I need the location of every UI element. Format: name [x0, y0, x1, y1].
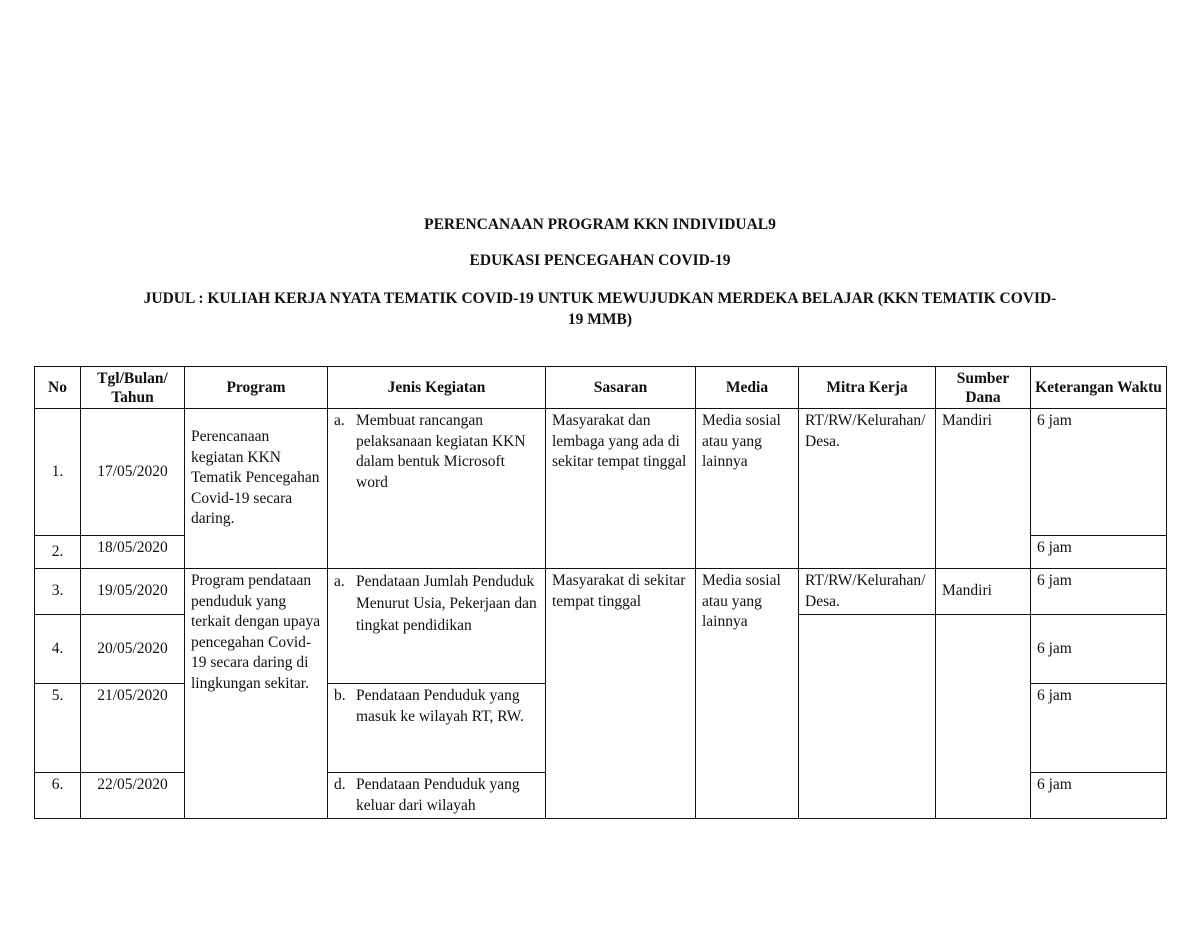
jenis-kegiatan-cell [328, 773, 546, 819]
document-judul: JUDUL : KULIAH KERJA NYATA TEMATIK COVID-19 UNTUK MEWUJUDKAN MERDEKA BELAJAR (KKN TEMATIK COVID-19 MMB) [143, 290, 1057, 328]
keterangan-cell: 6 jam [1031, 773, 1167, 819]
program-cell [185, 409, 328, 569]
row-date: 21/05/2020 [81, 684, 185, 773]
list-item-text: Membuat rancangan pelaksanaan kegiatan KKN dalam bentuk Microsoft word [356, 412, 526, 491]
program-text: Perencanaan kegiatan KKN Tematik Pencegahan Covid-19 secara daring. [191, 428, 320, 527]
row-no: 2. [35, 536, 81, 569]
jenis-kegiatan-cell [328, 409, 546, 569]
table-header-row [35, 367, 1167, 409]
sasaran-cell: Masyarakat di sekitar tempat tinggal [546, 569, 696, 819]
list-marker: a. [334, 573, 345, 590]
row-date: 22/05/2020 [81, 773, 185, 819]
list-item [334, 571, 539, 637]
keterangan-cell: 6 jam [1031, 684, 1167, 773]
sasaran-cell: Masyarakat dan lembaga yang ada di sekitar tempat tinggal [546, 409, 696, 569]
mitra-kerja-cell: RT/RW/Kelurahan/Desa. [799, 409, 936, 569]
keterangan-cell: 6 jam [1031, 409, 1167, 536]
header-date: Tgl/Bulan/ Tahun [81, 367, 185, 409]
table-row [35, 409, 1167, 536]
row-no: 4. [35, 615, 81, 684]
list-item-text: Pendataan Jumlah Penduduk Menurut Usia, Pekerjaan dan tingkat pendidikan [356, 573, 537, 634]
list-marker: d. [334, 776, 346, 793]
header-jenis-kegiatan: Jenis Kegiatan [328, 367, 546, 409]
keterangan-cell: 6 jam [1031, 536, 1167, 569]
list-marker: a. [334, 412, 345, 429]
media-cell: Media sosial atau yang lainnya [696, 409, 799, 569]
header-no: No [35, 367, 81, 409]
row-no: 3. [35, 569, 81, 615]
program-plan-table [34, 366, 1167, 819]
row-date: 19/05/2020 [81, 569, 185, 615]
row-date: 18/05/2020 [81, 536, 185, 569]
sumber-dana-empty-cell [936, 615, 1031, 819]
row-no: 6. [35, 773, 81, 819]
document-title: PERENCANAAN PROGRAM KKN INDIVIDUAL9 [424, 216, 776, 233]
header-sumber-dana: Sumber Dana [936, 367, 1031, 409]
list-item-text: Pendataan Penduduk yang keluar dari wilayah [356, 776, 520, 814]
program-cell [185, 569, 328, 819]
program-text: Program pendataan penduduk yang terkait dengan upaya pencegahan Covid-19 secara daring di lingkungan sekitar. [191, 572, 321, 692]
sumber-dana-cell: Mandiri [936, 409, 1031, 569]
sumber-dana-cell: Mandiri [936, 569, 1031, 615]
list-item [334, 686, 539, 727]
header-sasaran: Sasaran [546, 367, 696, 409]
list-item-text: Pendataan Penduduk yang masuk ke wilayah RT, RW. [356, 687, 524, 725]
media-cell: Media sosial atau yang lainnya [696, 569, 799, 819]
header-mitra-kerja: Mitra Kerja [799, 367, 936, 409]
list-item [334, 411, 539, 493]
row-no: 1. [35, 409, 81, 536]
jenis-kegiatan-cell [328, 569, 546, 684]
list-marker: b. [334, 687, 346, 704]
document-subtitle: EDUKASI PENCEGAHAN COVID-19 [469, 252, 731, 269]
row-date: 20/05/2020 [81, 615, 185, 684]
keterangan-cell: 6 jam [1031, 615, 1167, 684]
row-no: 5. [35, 684, 81, 773]
mitra-kerja-empty-cell [799, 615, 936, 819]
header-media: Media [696, 367, 799, 409]
keterangan-cell: 6 jam [1031, 569, 1167, 615]
header-program: Program [185, 367, 328, 409]
jenis-kegiatan-cell [328, 684, 546, 773]
row-date: 17/05/2020 [81, 409, 185, 536]
list-item [334, 775, 539, 816]
mitra-kerja-cell: RT/RW/Kelurahan/Desa. [799, 569, 936, 615]
table-row [35, 569, 1167, 615]
header-keterangan-waktu: Keterangan Waktu [1031, 367, 1167, 409]
